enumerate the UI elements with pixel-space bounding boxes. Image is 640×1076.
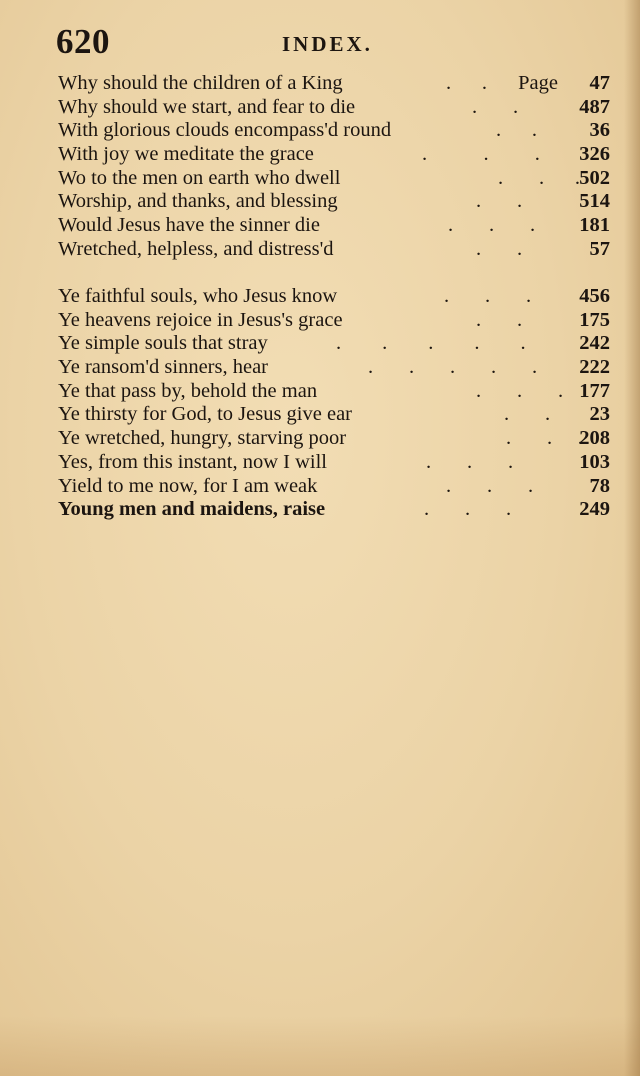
leader-dots: . . . — [426, 450, 514, 473]
page-reference: 36 — [589, 119, 610, 142]
index-entry — [58, 119, 610, 143]
leader-dots: . . — [476, 308, 523, 331]
page-reference: 222 — [579, 356, 610, 379]
leader-dots: . . — [476, 237, 523, 260]
index-entry — [58, 72, 610, 96]
page-reference: 326 — [579, 143, 610, 166]
leader-dots: . . — [504, 403, 551, 426]
index-entry — [58, 403, 610, 427]
hymn-first-line: With glorious clouds encompass'd round — [58, 119, 392, 142]
index-entry — [58, 214, 610, 238]
page-number: 620 — [56, 22, 110, 61]
index-entry — [58, 451, 610, 475]
leader-dots: . . . — [498, 166, 580, 189]
leader-dots: . . . . . — [368, 356, 538, 379]
page-reference: 242 — [579, 332, 610, 355]
index-section-y — [58, 285, 610, 522]
leader-dots: . . . — [422, 143, 540, 166]
leader-dots: . . . — [446, 474, 534, 497]
leader-dots: . . . . . — [336, 332, 526, 355]
index-entry — [58, 167, 610, 191]
leader-dots: . . . — [506, 427, 583, 450]
index-entry — [58, 285, 610, 309]
index-entry — [58, 380, 610, 404]
hymn-first-line: Worship, and thanks, and blessing — [58, 190, 338, 213]
hymn-first-line: Would Jesus have the sinner die — [58, 214, 320, 237]
index-entry — [58, 356, 610, 380]
page-reference: 208 — [579, 427, 610, 450]
page-reference: 502 — [579, 166, 610, 189]
hymn-first-line: Yes, from this instant, now I will — [58, 450, 327, 473]
hymn-first-line: Ye that pass by, behold the man — [58, 379, 318, 402]
page-reference: 47 — [589, 72, 610, 94]
page-reference: 57 — [589, 237, 610, 260]
page-reference: 514 — [579, 190, 610, 213]
page-reference: 103 — [579, 450, 610, 473]
leader-dots: . . — [476, 190, 523, 213]
hymn-first-line: Ye heavens rejoice in Jesus's grace — [58, 308, 343, 331]
page-reference: 177 — [579, 379, 610, 402]
hymn-first-line: Why should we start, and fear to die — [58, 95, 356, 118]
leader-dots: . . . — [476, 379, 564, 402]
page-reference: 487 — [579, 95, 610, 118]
index-entry — [58, 498, 610, 522]
index-section-w — [58, 72, 610, 262]
page-reference: 456 — [579, 285, 610, 307]
index-entry — [58, 96, 610, 120]
leader-dots: . . . — [448, 214, 536, 237]
page-reference: 78 — [589, 474, 610, 497]
leader-dots: . . — [472, 95, 519, 118]
index-entry — [58, 475, 610, 499]
hymn-first-line: Wo to the men on earth who dwell — [58, 166, 341, 189]
leader-dots: . . — [446, 72, 487, 94]
leader-dots: . . . — [424, 498, 512, 521]
index-entry — [58, 238, 610, 262]
index-entry — [58, 143, 610, 167]
page-reference: 23 — [589, 403, 610, 426]
hymn-first-line: Ye faithful souls, who Jesus know — [58, 285, 338, 307]
page-reference: 249 — [579, 498, 610, 521]
index-entry — [58, 190, 610, 214]
running-head: INDEX. — [282, 32, 373, 56]
page-reference: 175 — [579, 308, 610, 331]
hymn-first-line: Ye wretched, hungry, starving poor — [58, 427, 347, 450]
leader-dots: . . — [496, 119, 537, 142]
hymn-first-line: Why should the children of a King — [58, 72, 343, 94]
index-entry — [58, 309, 610, 333]
index-entry — [58, 427, 610, 451]
hymn-first-line: With joy we meditate the grace — [58, 143, 314, 166]
hymn-first-line: Young men and maidens, raise — [58, 498, 326, 521]
page-label: Page — [518, 72, 558, 94]
hymn-first-line: Yield to me now, for I am weak — [58, 474, 318, 497]
hymn-first-line: Ye ransom'd sinners, hear — [58, 356, 268, 379]
leader-dots: . . . — [444, 285, 532, 307]
hymn-first-line: Wretched, helpless, and distress'd — [58, 237, 334, 260]
hymn-first-line: Ye thirsty for God, to Jesus give ear — [58, 403, 352, 426]
index-entry — [58, 332, 610, 356]
page-reference: 181 — [579, 214, 610, 237]
hymn-first-line: Ye simple souls that stray — [58, 332, 268, 355]
